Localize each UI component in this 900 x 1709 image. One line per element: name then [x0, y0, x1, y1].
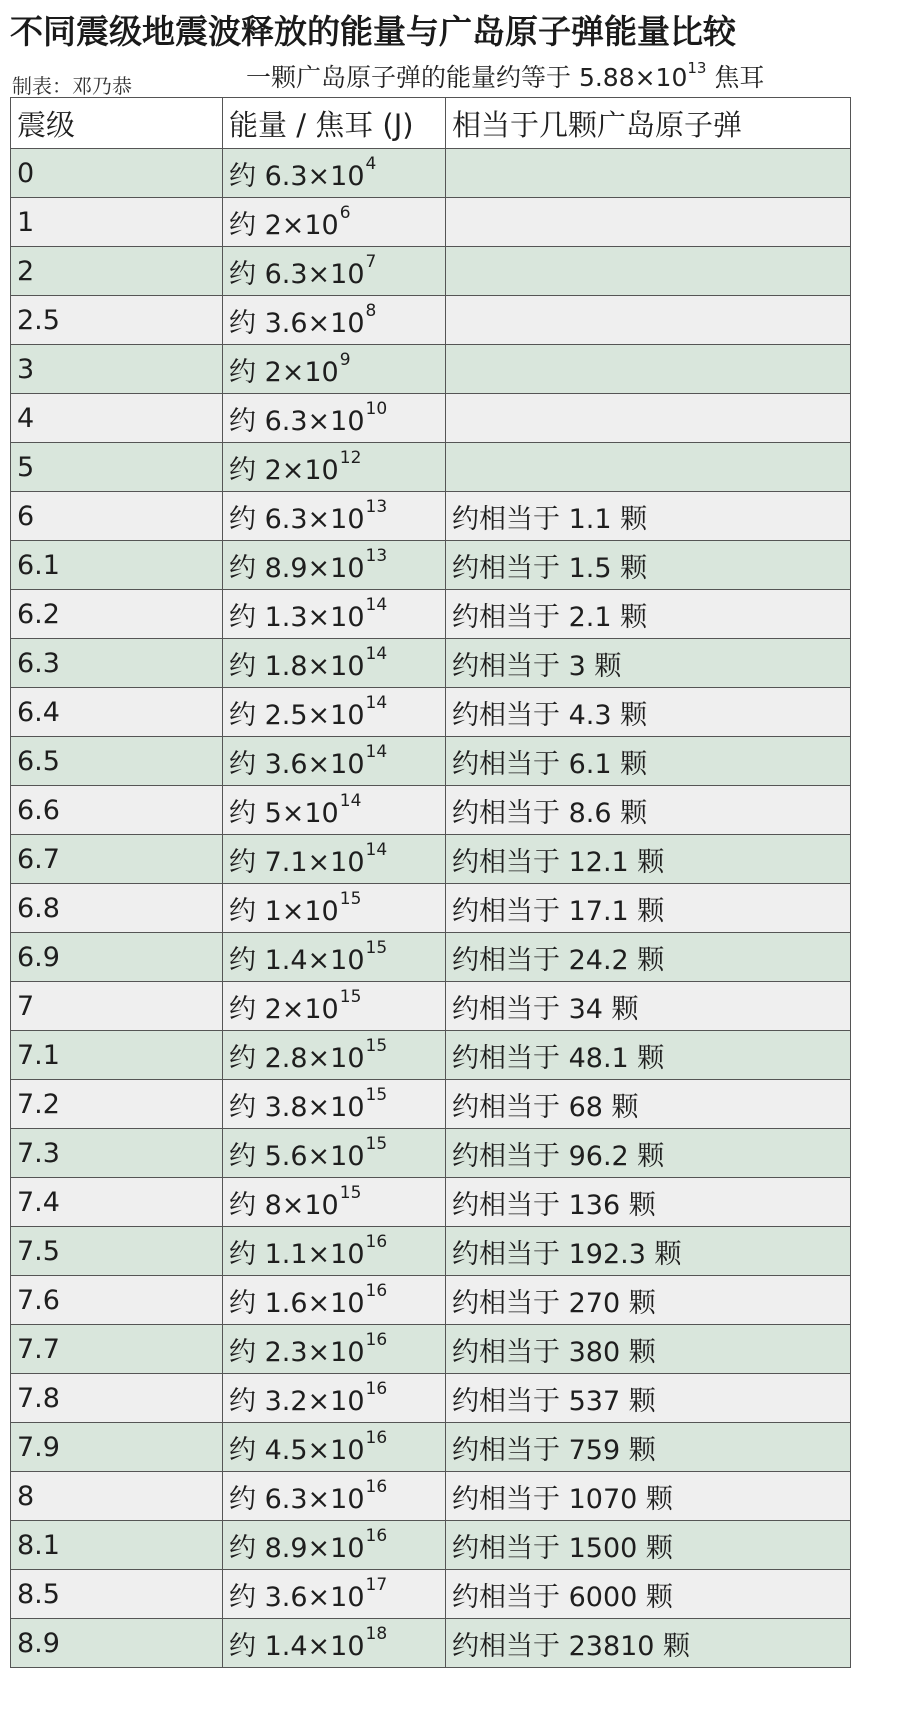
- energy-base: 约 6.3×10: [229, 258, 365, 290]
- energy-exponent: 14: [339, 790, 362, 811]
- magnitude-cell: 7.7: [11, 1325, 223, 1374]
- equivalent-cell: 约相当于 1500 颗: [446, 1521, 851, 1570]
- energy-base: 约 2.5×10: [229, 699, 365, 731]
- energy-base: 约 8×10: [229, 1189, 339, 1221]
- magnitude-cell: 6: [11, 492, 223, 541]
- equivalent-cell: 约相当于 2.1 颗: [446, 590, 851, 639]
- header-energy: 能量 / 焦耳 (J): [223, 98, 446, 149]
- magnitude-cell: 2.5: [11, 296, 223, 345]
- equivalent-cell: 约相当于 537 颗: [446, 1374, 851, 1423]
- energy-cell: [223, 688, 446, 737]
- equivalent-cell: 约相当于 17.1 颗: [446, 884, 851, 933]
- energy-base: 约 5×10: [229, 797, 339, 829]
- energy-exponent: 14: [365, 594, 388, 615]
- energy-cell: [223, 443, 446, 492]
- table-row: [11, 541, 851, 590]
- energy-cell: [223, 1227, 446, 1276]
- magnitude-cell: 6.3: [11, 639, 223, 688]
- equivalent-cell: 约相当于 380 颗: [446, 1325, 851, 1374]
- energy-exponent: 18: [365, 1623, 388, 1644]
- energy-cell: [223, 492, 446, 541]
- energy-exponent: 10: [365, 398, 388, 419]
- energy-base: 约 1.3×10: [229, 601, 365, 633]
- energy-base: 约 1.8×10: [229, 650, 365, 682]
- table-row: [11, 1227, 851, 1276]
- magnitude-cell: 7.9: [11, 1423, 223, 1472]
- table-row: [11, 296, 851, 345]
- energy-exponent: 12: [339, 447, 362, 468]
- magnitude-cell: 7.2: [11, 1080, 223, 1129]
- energy-base: 约 2.8×10: [229, 1042, 365, 1074]
- equivalent-cell: 约相当于 96.2 颗: [446, 1129, 851, 1178]
- magnitude-cell: 6.4: [11, 688, 223, 737]
- energy-cell: [223, 1619, 446, 1668]
- energy-cell: [223, 639, 446, 688]
- energy-exponent: 16: [365, 1378, 388, 1399]
- magnitude-cell: 7.3: [11, 1129, 223, 1178]
- magnitude-cell: 3: [11, 345, 223, 394]
- equivalent-cell: 约相当于 270 颗: [446, 1276, 851, 1325]
- table-row: [11, 884, 851, 933]
- energy-base: 约 6.3×10: [229, 160, 365, 192]
- energy-base: 约 6.3×10: [229, 503, 365, 535]
- energy-exponent: 9: [339, 349, 351, 370]
- energy-base: 约 3.6×10: [229, 307, 365, 339]
- equivalent-cell: 约相当于 1070 颗: [446, 1472, 851, 1521]
- equivalent-cell: 约相当于 48.1 颗: [446, 1031, 851, 1080]
- energy-cell: [223, 296, 446, 345]
- energy-exponent: 13: [365, 545, 388, 566]
- energy-cell: [223, 1031, 446, 1080]
- header-magnitude: 震级: [11, 98, 223, 149]
- author-credit: 制表：邓乃恭: [12, 74, 132, 98]
- table-row: [11, 1080, 851, 1129]
- energy-cell: [223, 1423, 446, 1472]
- table-row: [11, 688, 851, 737]
- energy-base: 约 6.3×10: [229, 405, 365, 437]
- magnitude-cell: 7.5: [11, 1227, 223, 1276]
- table-row: [11, 1472, 851, 1521]
- energy-exponent: 7: [365, 251, 377, 272]
- equivalent-cell: 约相当于 8.6 颗: [446, 786, 851, 835]
- energy-exponent: 6: [339, 202, 351, 223]
- magnitude-cell: 7.1: [11, 1031, 223, 1080]
- table-row: [11, 1570, 851, 1619]
- energy-base: 约 3.8×10: [229, 1091, 365, 1123]
- energy-cell: [223, 590, 446, 639]
- energy-base: 约 1.6×10: [229, 1287, 365, 1319]
- energy-cell: [223, 1276, 446, 1325]
- energy-exponent: 14: [365, 839, 388, 860]
- energy-cell: [223, 884, 446, 933]
- equivalent-cell: 约相当于 1.5 颗: [446, 541, 851, 590]
- energy-cell: [223, 835, 446, 884]
- header-equivalent: 相当于几颗广岛原子弹: [446, 98, 851, 149]
- table-row: [11, 1031, 851, 1080]
- equivalent-cell: 约相当于 6.1 颗: [446, 737, 851, 786]
- magnitude-cell: 6.1: [11, 541, 223, 590]
- energy-exponent: 16: [365, 1280, 388, 1301]
- equivalent-cell: [446, 296, 851, 345]
- table-row: [11, 198, 851, 247]
- table-row: [11, 1325, 851, 1374]
- energy-exponent: 16: [365, 1329, 388, 1350]
- energy-exponent: 8: [365, 300, 377, 321]
- equivalent-cell: [446, 247, 851, 296]
- energy-exponent: 16: [365, 1476, 388, 1497]
- magnitude-cell: 8.5: [11, 1570, 223, 1619]
- table-row: [11, 1276, 851, 1325]
- energy-exponent: 14: [365, 741, 388, 762]
- equivalent-cell: 约相当于 1.1 颗: [446, 492, 851, 541]
- energy-cell: [223, 1129, 446, 1178]
- energy-cell: [223, 1374, 446, 1423]
- energy-cell: [223, 198, 446, 247]
- magnitude-cell: 6.5: [11, 737, 223, 786]
- magnitude-cell: 5: [11, 443, 223, 492]
- energy-exponent: 4: [365, 153, 377, 174]
- energy-exponent: 15: [339, 888, 362, 909]
- energy-base: 约 8.9×10: [229, 1532, 365, 1564]
- table-row: [11, 835, 851, 884]
- energy-exponent: 16: [365, 1231, 388, 1252]
- energy-exponent: 15: [339, 986, 362, 1007]
- energy-base: 约 2×10: [229, 454, 339, 486]
- table-row: [11, 1619, 851, 1668]
- energy-cell: [223, 786, 446, 835]
- bomb-energy-note: [246, 58, 764, 94]
- magnitude-cell: 7.4: [11, 1178, 223, 1227]
- energy-cell: [223, 737, 446, 786]
- energy-exponent: 15: [365, 937, 388, 958]
- energy-exponent: 13: [365, 496, 388, 517]
- energy-cell: [223, 1570, 446, 1619]
- energy-cell: [223, 1178, 446, 1227]
- page-title: 不同震级地震波释放的能量与广岛原子弹能量比较: [10, 12, 736, 51]
- energy-base: 约 1.4×10: [229, 944, 365, 976]
- energy-exponent: 14: [365, 692, 388, 713]
- table-row: [11, 149, 851, 198]
- energy-cell: [223, 1080, 446, 1129]
- table-row: [11, 1129, 851, 1178]
- magnitude-cell: 8.9: [11, 1619, 223, 1668]
- energy-exponent: 15: [365, 1035, 388, 1056]
- table-row: [11, 394, 851, 443]
- equivalent-cell: 约相当于 136 颗: [446, 1178, 851, 1227]
- energy-base: 约 2.3×10: [229, 1336, 365, 1368]
- table-row: [11, 492, 851, 541]
- equivalent-cell: 约相当于 759 颗: [446, 1423, 851, 1472]
- energy-cell: [223, 394, 446, 443]
- table-row: [11, 1521, 851, 1570]
- energy-base: 约 6.3×10: [229, 1483, 365, 1515]
- energy-exponent: 16: [365, 1525, 388, 1546]
- table-row: [11, 737, 851, 786]
- equivalent-cell: 约相当于 3 颗: [446, 639, 851, 688]
- energy-cell: [223, 933, 446, 982]
- equivalent-cell: 约相当于 34 颗: [446, 982, 851, 1031]
- note-exponent: 13: [687, 58, 707, 77]
- magnitude-cell: 6.8: [11, 884, 223, 933]
- equivalent-cell: [446, 345, 851, 394]
- equivalent-cell: 约相当于 23810 颗: [446, 1619, 851, 1668]
- equivalent-cell: 约相当于 192.3 颗: [446, 1227, 851, 1276]
- energy-base: 约 1.1×10: [229, 1238, 365, 1270]
- energy-exponent: 15: [365, 1133, 388, 1154]
- energy-base: 约 4.5×10: [229, 1434, 365, 1466]
- energy-cell: [223, 149, 446, 198]
- magnitude-cell: 7.8: [11, 1374, 223, 1423]
- energy-base: 约 2×10: [229, 356, 339, 388]
- energy-exponent: 15: [365, 1084, 388, 1105]
- energy-cell: [223, 982, 446, 1031]
- magnitude-cell: 7: [11, 982, 223, 1031]
- note-suffix: 焦耳: [706, 63, 765, 92]
- energy-base: 约 1.4×10: [229, 1630, 365, 1662]
- energy-comparison-table: [10, 97, 851, 1668]
- equivalent-cell: 约相当于 24.2 颗: [446, 933, 851, 982]
- energy-base: 约 3.2×10: [229, 1385, 365, 1417]
- table-row: [11, 639, 851, 688]
- energy-base: 约 3.6×10: [229, 748, 365, 780]
- table-row: [11, 247, 851, 296]
- equivalent-cell: [446, 198, 851, 247]
- magnitude-cell: 8: [11, 1472, 223, 1521]
- magnitude-cell: 6.6: [11, 786, 223, 835]
- energy-cell: [223, 247, 446, 296]
- table-row: [11, 345, 851, 394]
- energy-base: 约 3.6×10: [229, 1581, 365, 1613]
- energy-cell: [223, 1521, 446, 1570]
- magnitude-cell: 6.7: [11, 835, 223, 884]
- table-row: [11, 590, 851, 639]
- magnitude-cell: 8.1: [11, 1521, 223, 1570]
- energy-base: 约 5.6×10: [229, 1140, 365, 1172]
- magnitude-cell: 6.9: [11, 933, 223, 982]
- magnitude-cell: 6.2: [11, 590, 223, 639]
- table-row: [11, 786, 851, 835]
- equivalent-cell: [446, 443, 851, 492]
- energy-exponent: 14: [365, 643, 388, 664]
- table-row: [11, 982, 851, 1031]
- equivalent-cell: 约相当于 12.1 颗: [446, 835, 851, 884]
- energy-cell: [223, 541, 446, 590]
- energy-cell: [223, 1472, 446, 1521]
- equivalent-cell: 约相当于 4.3 颗: [446, 688, 851, 737]
- energy-base: 约 7.1×10: [229, 846, 365, 878]
- equivalent-cell: 约相当于 68 颗: [446, 1080, 851, 1129]
- table-row: [11, 1374, 851, 1423]
- table-row: [11, 1423, 851, 1472]
- table-header-row: [11, 98, 851, 149]
- energy-base: 约 1×10: [229, 895, 339, 927]
- energy-cell: [223, 1325, 446, 1374]
- energy-exponent: 15: [339, 1182, 362, 1203]
- energy-exponent: 16: [365, 1427, 388, 1448]
- equivalent-cell: 约相当于 6000 颗: [446, 1570, 851, 1619]
- magnitude-cell: 0: [11, 149, 223, 198]
- magnitude-cell: 7.6: [11, 1276, 223, 1325]
- energy-cell: [223, 345, 446, 394]
- table-row: [11, 1178, 851, 1227]
- energy-base: 约 2×10: [229, 209, 339, 241]
- magnitude-cell: 1: [11, 198, 223, 247]
- equivalent-cell: [446, 149, 851, 198]
- magnitude-cell: 2: [11, 247, 223, 296]
- table-row: [11, 933, 851, 982]
- energy-base: 约 2×10: [229, 993, 339, 1025]
- equivalent-cell: [446, 394, 851, 443]
- note-prefix: 一颗广岛原子弹的能量约等于 5.88×10: [246, 63, 688, 92]
- table-row: [11, 443, 851, 492]
- energy-exponent: 17: [365, 1574, 388, 1595]
- table-body: [11, 149, 851, 1668]
- magnitude-cell: 4: [11, 394, 223, 443]
- energy-base: 约 8.9×10: [229, 552, 365, 584]
